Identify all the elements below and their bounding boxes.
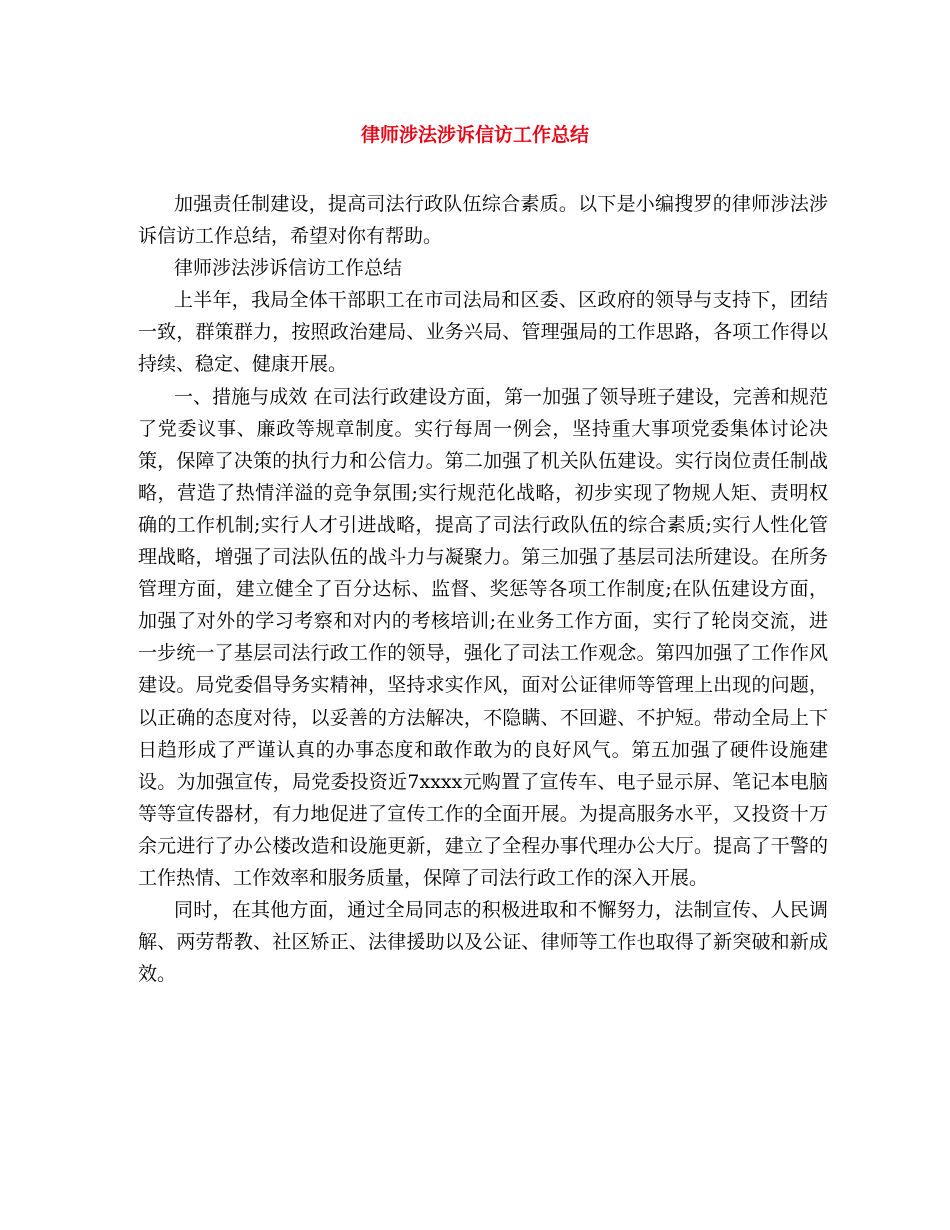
- measures-paragraph: 一、措施与成效 在司法行政建设方面，第一加强了领导班子建设，完善和规范了党委议事、廉政等规章制度。实行每周一例会，坚持重大事项党委集体讨论决策，保障了决策的执行力和公信力。第二加强了机关队伍建设。实行岗位责任制战略，营造了热情洋溢的竞争氛围;实行规范化战略，初步实现了物规人矩、责明权确的工作机制;实行人才引进战略，提高了司法行政队伍的综合素质;实行人性化管理战略，增强了司法队伍的战斗力与凝聚力。第三加强了基层司法所建设。在所务管理方面，建立健全了百分达标、监督、奖惩等各项工作制度;在队伍建设方面，加强了对外的学习考察和对内的考核培训;在业务工作方面，实行了轮岗交流，进一步统一了基层司法行政工作的领导，强化了司法工作观念。第四加强了工作作风建设。局党委倡导务实精神，坚持求实作风，面对公证律师等管理上出现的问题，以正确的态度对待，以妥善的方法解决，不隐瞒、不回避、不护短。带动全局上下日趋形成了严谨认真的办事态度和敢作敢为的良好风气。第五加强了硬件设施建设。为加强宣传，局党委投资近7xxxx元购置了宣传车、电子显示屏、笔记本电脑等等宣传器材，有力地促进了宣传工作的全面开展。为提高服务水平，又投资十万余元进行了办公楼改造和设施更新，建立了全程办事代理办公大厅。提高了干警的工作热情、工作效率和服务质量，保障了司法行政工作的深入开展。: [138, 385, 828, 889]
- document-title: 律师涉法涉诉信访工作总结: [360, 124, 589, 146]
- subtitle-paragraph: 律师涉法涉诉信访工作总结: [174, 257, 403, 280]
- document-body: [138, 188, 828, 990]
- intro-paragraph: 加强责任制建设，提高司法行政队伍综合素质。以下是小编搜罗的律师涉法涉诉信访工作总结，希望对你有帮助。: [138, 193, 828, 248]
- overview-paragraph: 上半年，我局全体干部职工在市司法局和区委、区政府的领导与支持下，团结一致，群策群力，按照政治建局、业务兴局、管理强局的工作思路，各项工作得以持续、稳定、健康开展。: [138, 289, 828, 376]
- other-achievements-paragraph: 同时，在其他方面，通过全局同志的积极进取和不懈努力，法制宣传、人民调解、两劳帮教、社区矫正、法律援助以及公证、律师等工作也取得了新突破和新成效。: [138, 899, 828, 986]
